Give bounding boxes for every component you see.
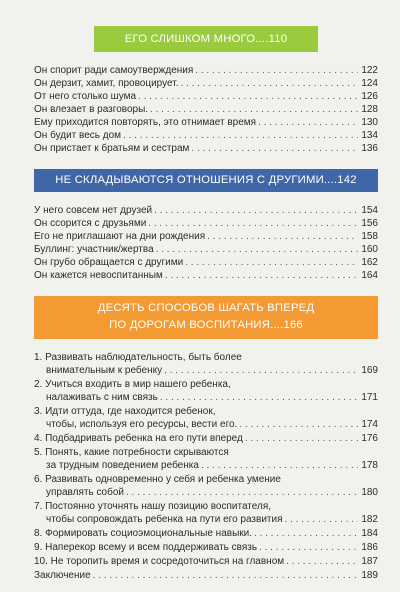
toc-entry-title: за трудным поведением ребенка [46, 460, 199, 471]
dot-leader [239, 418, 358, 431]
toc-entry-page: 164 [361, 270, 378, 281]
toc-entry-page: 156 [361, 218, 378, 229]
toc-entry-title-line1: 2. Учиться входить в мир нашего ребенка, [34, 379, 231, 390]
toc-entry-page: 126 [361, 91, 378, 102]
toc-entry[interactable] [34, 90, 378, 103]
toc-entry-group [34, 500, 378, 526]
toc-entry-title: Он влезает в разговоры. [34, 104, 149, 115]
toc-entry[interactable] [34, 432, 378, 445]
dot-leader [126, 486, 358, 499]
toc-entry-group [34, 378, 378, 404]
toc-entry-title: Он дерзит, хамит, провоцирует. [34, 78, 179, 89]
toc-entry-title: чтобы сопровождать ребенка на пути его развития [46, 514, 283, 525]
toc-entry-page: 189 [361, 570, 378, 581]
toc-entry[interactable] [34, 269, 378, 282]
toc-entry-page: 180 [361, 487, 378, 498]
toc-entry-title-line1: 1. Развивать наблюдательность, быть более [34, 352, 242, 363]
section-banner-too-much [94, 26, 318, 52]
toc-entry-page: 174 [361, 419, 378, 430]
toc-entry-page: 160 [361, 244, 378, 255]
toc-entry-title: внимательным к ребенку [46, 365, 163, 376]
toc-entry[interactable] [34, 513, 378, 526]
dot-leader [191, 142, 358, 155]
dot-leader [259, 541, 358, 554]
toc-entry-title: У него совсем нет друзей [34, 205, 153, 216]
toc-entry-page: 182 [361, 514, 378, 525]
dot-leader [286, 555, 358, 568]
toc-entry[interactable] [34, 64, 378, 77]
toc-entry[interactable] [34, 527, 378, 540]
section-title: ЕГО СЛИШКОМ МНОГО....110 [124, 33, 288, 45]
section-title: НЕ СКЛАДЫВАЮТСЯ ОТНОШЕНИЯ С ДРУГИМИ....142 [55, 174, 357, 186]
toc-entry-title: Он спорит ради самоутверждения [34, 65, 194, 76]
toc-list-ten-ways [34, 351, 378, 582]
toc-entry[interactable] [34, 364, 378, 377]
toc-entry-title: управлять собой [46, 487, 124, 498]
toc-entry-page: 136 [361, 143, 378, 154]
toc-entry[interactable] [34, 569, 378, 582]
toc-entry-title: Буллинг: участник/жертва [34, 244, 154, 255]
toc-entry[interactable] [34, 459, 378, 472]
toc-entry-group [34, 446, 378, 472]
toc-entry-title: Он будит весь дом [34, 130, 122, 141]
dot-leader [165, 269, 358, 282]
toc-entry-title: 9. Наперекор всему и всем поддерживать связь [34, 542, 258, 553]
toc-entry-page: 162 [361, 257, 378, 268]
toc-entry-title: Он грубо обращается с другими [34, 257, 184, 268]
section-banner-ten-ways [34, 296, 378, 339]
toc-entry-group [34, 405, 378, 431]
toc-entry-title: Заключение [34, 570, 91, 581]
dot-leader [156, 243, 358, 256]
toc-entry-page: 184 [361, 528, 378, 539]
toc-entry-page: 134 [361, 130, 378, 141]
dot-leader [201, 459, 358, 472]
dot-leader [148, 217, 358, 230]
toc-entry-group [34, 432, 378, 445]
section-banner-relations [34, 169, 378, 192]
toc-entry[interactable] [34, 217, 378, 230]
toc-entry-title: чтобы, используя его ресурсы, вести его. [46, 419, 238, 430]
section-title-line2: ПО ДОРОГАМ ВОСПИТАНИЯ....166 [109, 319, 303, 331]
toc-entry[interactable] [34, 486, 378, 499]
toc-entry[interactable] [34, 142, 378, 155]
dot-leader [138, 90, 358, 103]
toc-entry-page: 171 [361, 392, 378, 403]
toc-entry-title: налаживать с ним связь [46, 392, 158, 403]
toc-entry[interactable] [34, 391, 378, 404]
toc-entry[interactable] [34, 243, 378, 256]
toc-entry-title-line1: 3. Идти оттуда, где находится ребенок, [34, 406, 216, 417]
toc-entry-page: 128 [361, 104, 378, 115]
dot-leader [207, 230, 358, 243]
toc-entry[interactable] [34, 77, 378, 90]
toc-entry[interactable] [34, 204, 378, 217]
toc-entry-group [34, 473, 378, 499]
toc-entry-title-line1: 5. Понять, какие потребности скрываются [34, 447, 229, 458]
toc-entry-page: 154 [361, 205, 378, 216]
toc-entry-page: 176 [361, 433, 378, 444]
dot-leader [181, 77, 359, 90]
toc-entry-page: 124 [361, 78, 378, 89]
toc-entry-title: 8. Формировать социоэмоциональные навыки. [34, 528, 253, 539]
toc-entry-page: 122 [361, 65, 378, 76]
toc-entry[interactable] [34, 541, 378, 554]
dot-leader [285, 513, 359, 526]
toc-entry-group [34, 569, 378, 582]
toc-entry-group [34, 351, 378, 377]
toc-entry-title: Он ссорится с друзьями [34, 218, 147, 229]
toc-entry-page: 158 [361, 231, 378, 242]
toc-entry-page: 178 [361, 460, 378, 471]
toc-entry-title: 10. Не торопить время и сосредоточиться на главном [34, 556, 285, 567]
toc-entry-group [34, 541, 378, 554]
dot-leader [160, 391, 358, 404]
toc-entry[interactable] [34, 129, 378, 142]
dot-leader [258, 116, 358, 129]
toc-entry-group [34, 555, 378, 568]
toc-entry-page: 169 [361, 365, 378, 376]
toc-entry-title: 4. Подбадривать ребенка на его пути вперед [34, 433, 243, 444]
toc-entry[interactable] [34, 418, 378, 431]
dot-leader [195, 64, 358, 77]
dot-leader [254, 527, 358, 540]
section-title-line1: ДЕСЯТЬ СПОСОБОВ ШАГАТЬ ВПЕРЕД [97, 302, 315, 314]
toc-entry-title: Он кажется невоспитанным [34, 270, 163, 281]
toc-entry[interactable] [34, 116, 378, 129]
toc-entry-title-line1: 7. Постоянно уточнять нашу позицию воспитателя, [34, 501, 272, 512]
toc-entry-group [34, 527, 378, 540]
toc-entry[interactable] [34, 103, 378, 116]
toc-entry-page: 187 [361, 556, 378, 567]
dot-leader [164, 364, 358, 377]
dot-leader [93, 569, 358, 582]
dot-leader [123, 129, 358, 142]
toc-entry[interactable] [34, 230, 378, 243]
toc-entry-title: От него столько шума [34, 91, 137, 102]
toc-list-relations [34, 204, 378, 282]
toc-entry-title: Его не приглашают на дни рождения [34, 231, 206, 242]
toc-entry-title: Он пристает к братьям и сестрам [34, 143, 190, 154]
toc-entry-page: 130 [361, 117, 378, 128]
toc-entry-title-line1: 6. Развивать одновременно у себя и ребенка умение [34, 474, 281, 485]
toc-entry[interactable] [34, 256, 378, 269]
toc-entry[interactable] [34, 555, 378, 568]
dot-leader [154, 204, 358, 217]
dot-leader [185, 256, 358, 269]
toc-list-too-much [34, 64, 378, 155]
dot-leader [245, 432, 358, 445]
dot-leader [150, 103, 358, 116]
toc-entry-title: Ему приходится повторять, это отнимает время [34, 117, 257, 128]
toc-entry-page: 186 [361, 542, 378, 553]
